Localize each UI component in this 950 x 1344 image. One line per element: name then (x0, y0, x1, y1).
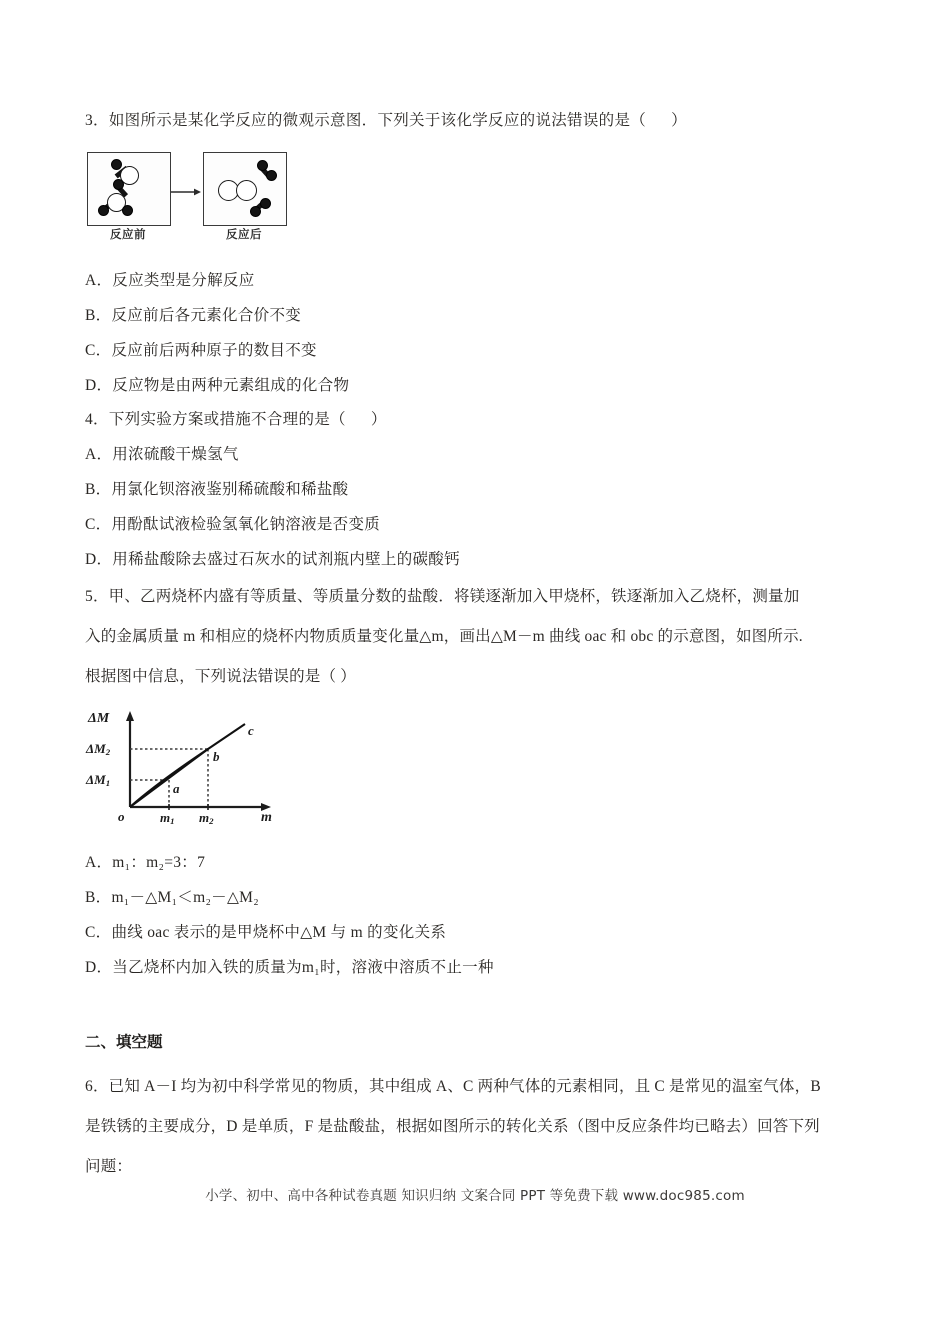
atom-dark (266, 170, 277, 181)
after-reaction-label: 反应后 (226, 227, 262, 241)
question-5-stem-line-2: 入的金属质量 m 和相应的烧杯内物质质量变化量△m，画出△M－m 曲线 oac 和 obc 的示意图，如图所示. (85, 628, 803, 645)
chart-point-label-b: b (213, 749, 220, 764)
question-5-option-c: C．曲线 oac 表示的是甲烧杯中△M 与 m 的变化关系 (85, 924, 447, 941)
question-3-option-c: C．反应前后两种原子的数目不变 (85, 342, 317, 359)
question-6-line-1: 6．已知 A－I 均为初中科学常见的物质，其中组成 A、C 两种气体的元素相同，且 C 是常见的温室气体，B (85, 1078, 821, 1095)
question-4-option-c: C．用酚酞试液检验氢氧化钠溶液是否变质 (85, 516, 381, 533)
question-3-option-a: A．反应类型是分解反应 (85, 272, 255, 289)
footer-url[interactable]: www.doc985.com (622, 1188, 745, 1204)
atom-light (236, 180, 257, 201)
question-5-stem-line-1: 5．甲、乙两烧杯内盛有等质量、等质量分数的盐酸．将镁逐渐加入甲烧杯，铁逐渐加入乙烧杯，测量加 (85, 588, 800, 605)
chart-origin-label: o (118, 809, 125, 824)
question-5-stem-line-3: 根据图中信息，下列说法错误的是（ ） (85, 668, 356, 685)
reaction-arrow-icon (171, 184, 201, 194)
chart-xlabel: m (261, 810, 272, 825)
footer-watermark (0, 1184, 950, 1204)
document-content (85, 104, 875, 1187)
footer-text: 小学、初中、高中各种试卷真题 知识归纳 文案合同 PPT 等免费下载 (205, 1188, 619, 1204)
atom-dark (260, 198, 271, 209)
atom-dark (113, 179, 124, 190)
question-5-option-d: D．当乙烧杯内加入铁的质量为m₁时，溶液中溶质不止一种 (85, 959, 494, 976)
chart-ytick-lower: $\Delta M_1$ (86, 772, 111, 788)
chart-xtick-m2: $m_2$ (199, 810, 214, 826)
question-5-option-b: B．m₁－△M₁＜m₂－△M₂ (85, 889, 259, 906)
section-title-fill-blank: 二、填空题 (85, 1033, 163, 1051)
question-6-line-2: 是铁锈的主要成分，D 是单质，F 是盐酸盐，根据如图所示的转化关系（图中反应条件均已略去）回答下列 (85, 1118, 820, 1135)
question-4-stem: 4．下列实验方案或措施不合理的是（ ） (85, 411, 387, 428)
before-reaction-box (87, 152, 171, 226)
chart-ytick-upper: $\Delta M_2$ (86, 741, 111, 757)
chart-xtick-m1: $m_1$ (160, 810, 175, 826)
atom-dark (250, 206, 261, 217)
question-4-option-a: A．用浓硫酸干燥氢气 (85, 446, 239, 463)
before-reaction-label: 反应前 (110, 227, 146, 241)
question-3-option-d: D．反应物是由两种元素组成的化合物 (85, 377, 350, 394)
after-reaction-box (203, 152, 287, 226)
question-3-stem: 3．如图所示是某化学反应的微观示意图．下列关于该化学反应的说法错误的是（ ） (85, 112, 687, 129)
question-3-figure (85, 152, 290, 247)
question-5-option-a: A．m₁：m₂=3：7 (85, 854, 206, 871)
chart-point-label-a: a (173, 781, 180, 796)
question-3-option-b: B．反应前后各元素化合价不变 (85, 307, 302, 324)
atom-dark (111, 159, 122, 170)
atom-dark (122, 205, 133, 216)
question-4-option-d: D．用稀盐酸除去盛过石灰水的试剂瓶内壁上的碳酸钙 (85, 551, 460, 568)
chart-ylabel: ΔM (88, 711, 110, 726)
atom-dark (257, 160, 268, 171)
question-4-option-b: B．用氯化钡溶液鉴别稀硫酸和稀盐酸 (85, 481, 349, 498)
question-6-line-3: 问题： (85, 1158, 133, 1175)
atom-dark (98, 205, 109, 216)
chart-point-label-c: c (248, 723, 254, 738)
question-5-chart (85, 709, 300, 831)
